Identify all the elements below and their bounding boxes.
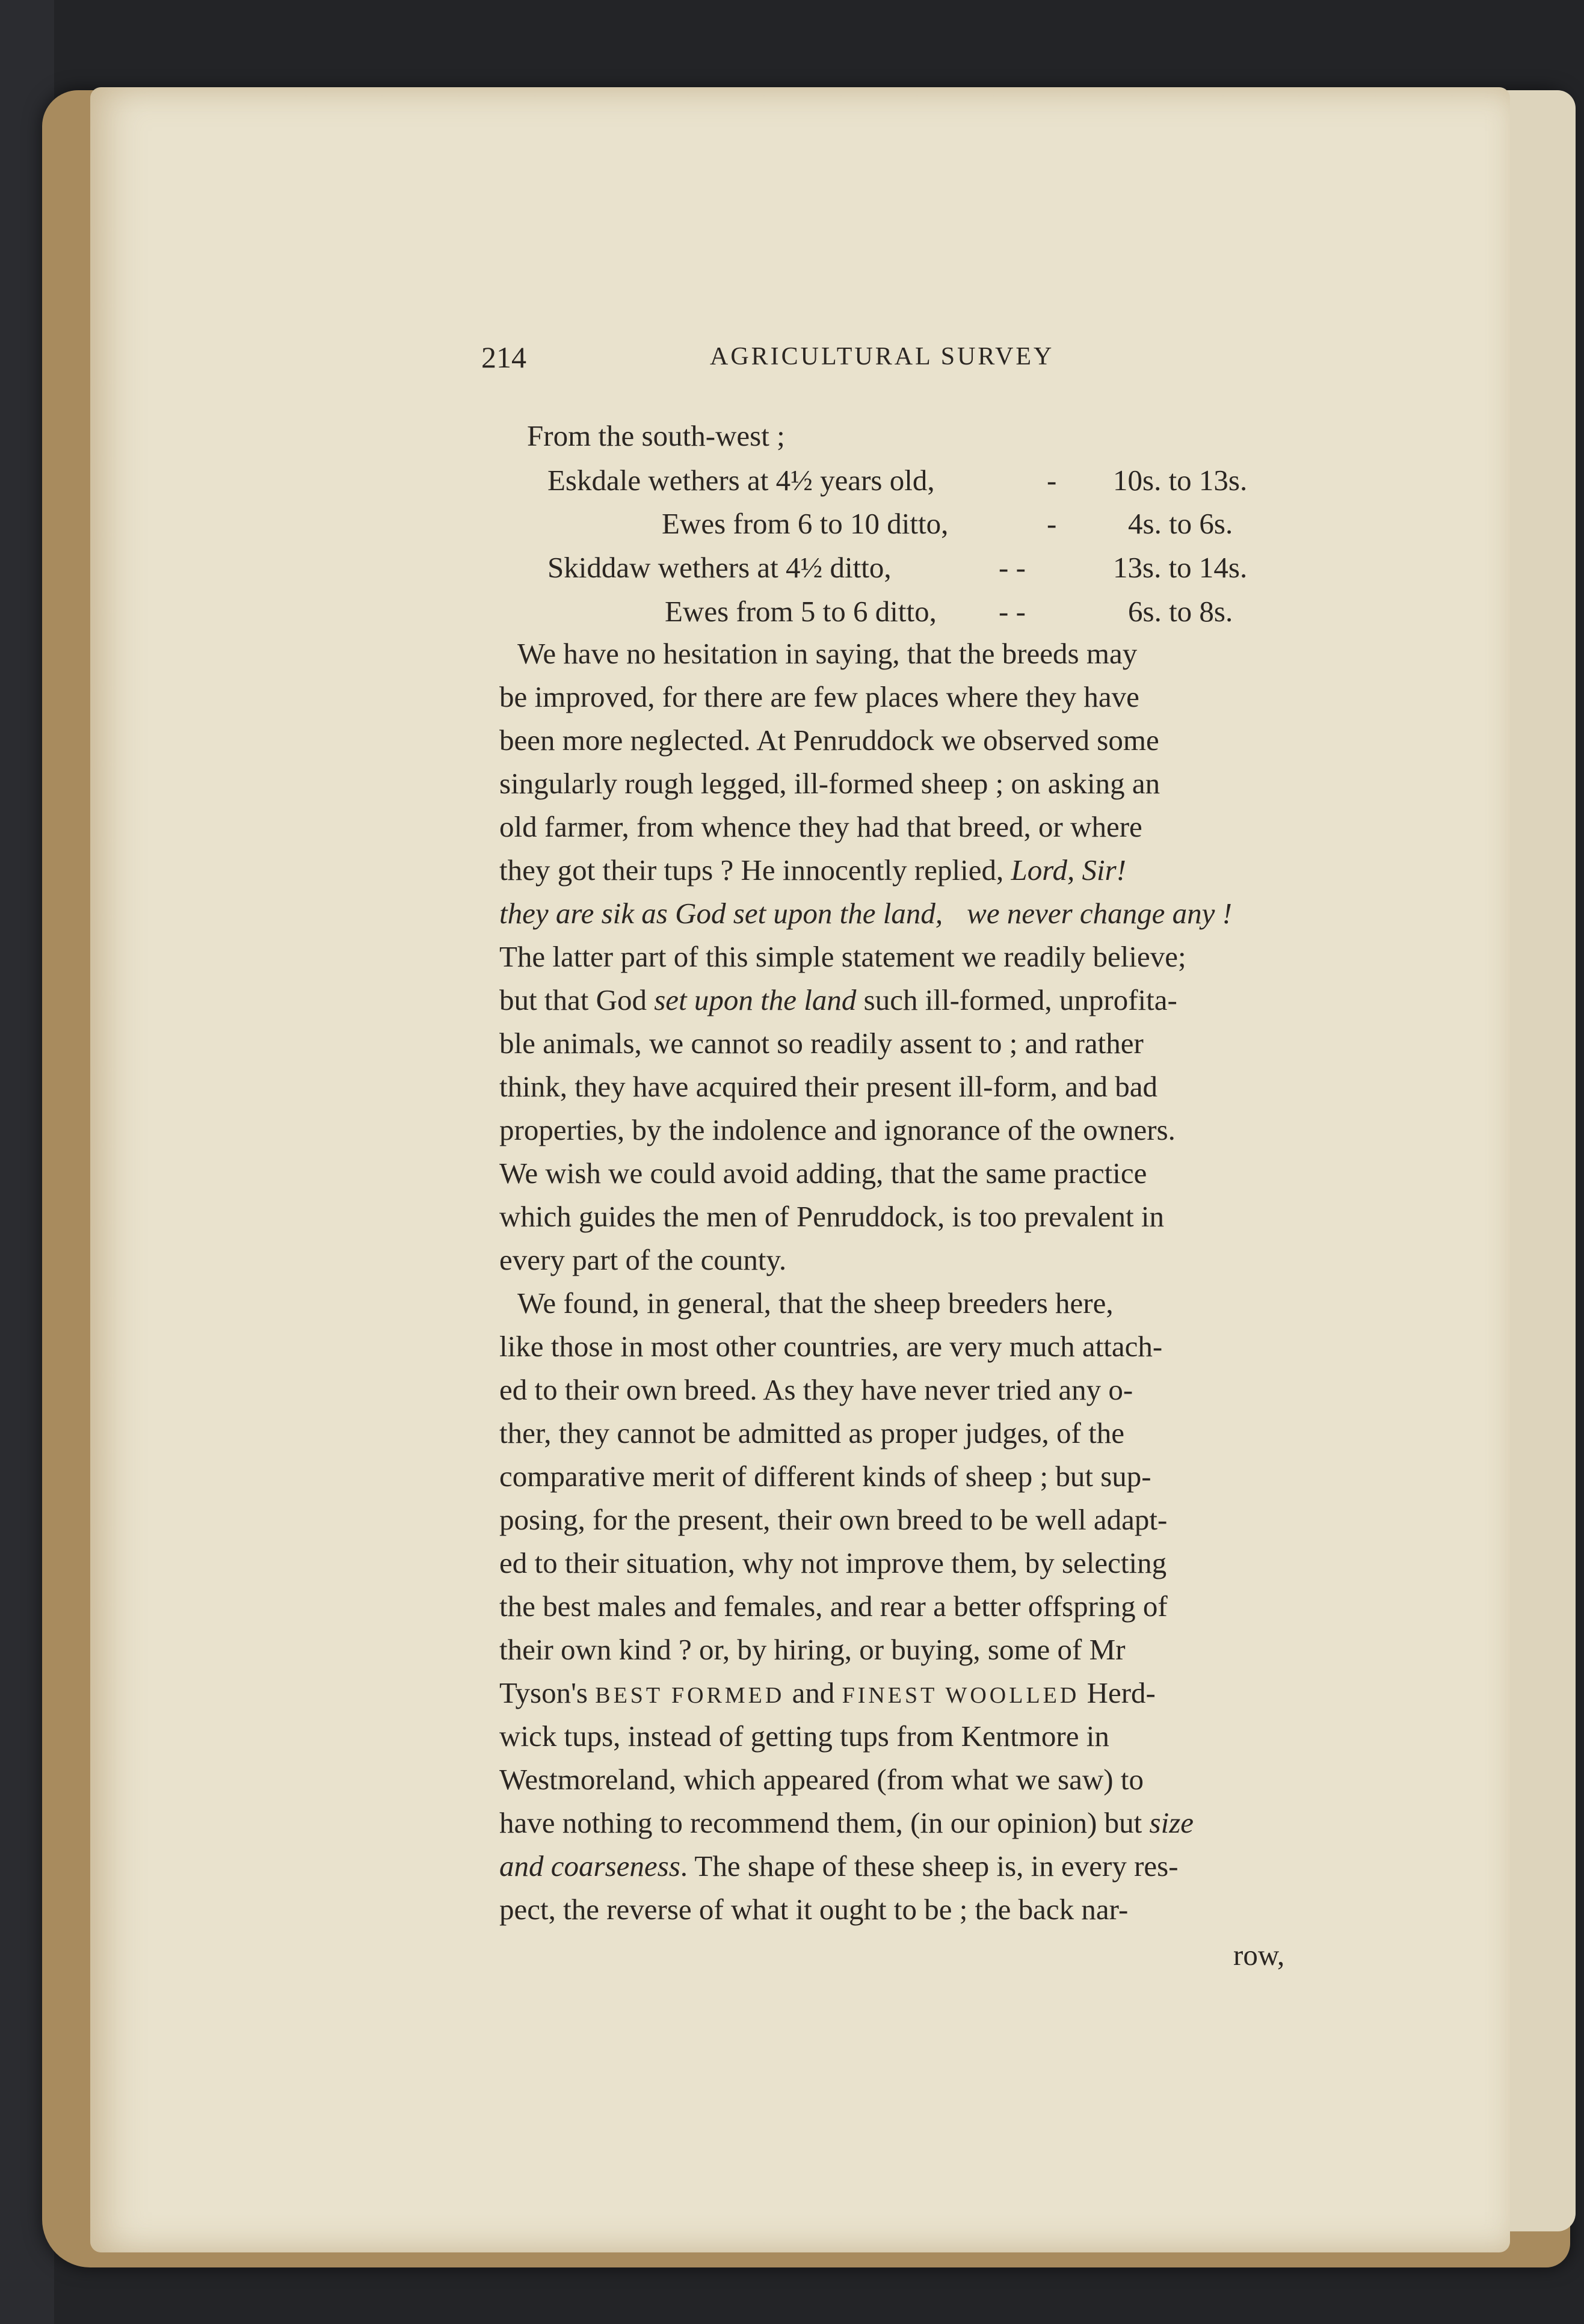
price-label: Skiddaw wethers at 4½ ditto, — [547, 551, 892, 584]
price-dash: - — [1047, 464, 1057, 497]
price-value: 13s. to 14s. — [1113, 551, 1248, 584]
text-run: but that God — [499, 983, 655, 1016]
page-header — [481, 340, 1155, 382]
body-line: be improved, for there are few places where they have — [499, 680, 1139, 713]
price-label: Ewes from 5 to 6 ditto, — [665, 595, 937, 628]
price-row — [481, 463, 1324, 499]
body-line: their own kind ? or, by hiring, or buying, some of Mr — [499, 1633, 1126, 1666]
body-line — [499, 855, 1126, 885]
body-line: ther, they cannot be admitted as proper judges, of the — [499, 1416, 1124, 1449]
body-line — [499, 1851, 1179, 1881]
price-row — [481, 550, 1324, 586]
body-line: pect, the reverse of what it ought to be ; the back nar- — [499, 1893, 1129, 1926]
page-number: 214 — [481, 340, 526, 374]
price-value: 4s. to 6s. — [1128, 507, 1233, 540]
body-line: We have no hesitation in saying, that the breeds may — [517, 637, 1138, 670]
italic-text-run: and coarseness — [499, 1849, 680, 1883]
small-caps-text-run: FINEST WOOLLED — [842, 1683, 1080, 1708]
italic-text-run: we never change any ! — [967, 897, 1232, 930]
price-dash: - — [1047, 507, 1057, 540]
body-line: properties, by the indolence and ignorance of the owners. — [499, 1113, 1176, 1146]
body-line: like those in most other countries, are very much attach- — [499, 1330, 1163, 1363]
running-head: AGRICULTURAL SURVEY — [710, 343, 1055, 370]
body-line: wick tups, instead of getting tups from Kentmore in — [499, 1720, 1109, 1753]
body-line: We wish we could avoid adding, that the same practice — [499, 1157, 1147, 1190]
italic-text-run: they are sik as God set upon the land, — [499, 897, 943, 930]
text-run: . The shape of these sheep is, in every res- — [680, 1849, 1179, 1883]
body-line: posing, for the present, their own breed to be well adapt- — [499, 1503, 1168, 1536]
body-line — [499, 1678, 1156, 1708]
price-label: Ewes from 6 to 10 ditto, — [662, 507, 949, 540]
body-line: the best males and females, and rear a better offspring of — [499, 1590, 1168, 1623]
body-line: We found, in general, that the sheep breeders here, — [517, 1286, 1114, 1320]
text-run: have nothing to recommend them, (in our opinion) but — [499, 1806, 1150, 1839]
body-line — [499, 985, 1177, 1015]
text-run: such ill-formed, unprofita- — [856, 983, 1177, 1016]
body-line: comparative merit of different kinds of sheep ; but sup- — [499, 1460, 1151, 1493]
text-run: Tyson's — [499, 1676, 596, 1709]
body-line: Westmoreland, which appeared (from what we saw) to — [499, 1763, 1144, 1796]
body-line: think, they have acquired their present ill-form, and bad — [499, 1070, 1157, 1103]
body-line: ed to their own breed. As they have never tried any o- — [499, 1373, 1133, 1406]
text-run: Herd- — [1079, 1676, 1156, 1709]
italic-text-run: size — [1149, 1806, 1194, 1839]
body-line: old farmer, from whence they had that breed, or where — [499, 810, 1142, 843]
price-dash: - - — [999, 551, 1026, 584]
body-line: ed to their situation, why not improve them, by selecting — [499, 1546, 1167, 1579]
price-row — [481, 506, 1324, 543]
body-line — [499, 1808, 1194, 1837]
body-line: every part of the county. — [499, 1243, 787, 1276]
body-line: singularly rough legged, ill-formed sheep ; on asking an — [499, 767, 1160, 800]
body-line: The latter part of this simple statement we readily believe; — [499, 940, 1186, 973]
italic-text-run: set upon the land — [654, 983, 857, 1016]
price-label: Eskdale wethers at 4½ years old, — [547, 464, 935, 497]
text-run: and — [784, 1676, 842, 1709]
price-value: 6s. to 8s. — [1128, 595, 1233, 628]
small-caps-text-run: BEST FORMED — [595, 1683, 785, 1708]
price-row — [481, 594, 1324, 630]
body-line — [499, 899, 1232, 928]
text-run: they got their tups ? He innocently replied, — [499, 853, 1011, 887]
price-value: 10s. to 13s. — [1113, 464, 1248, 497]
body-line: which guides the men of Penruddock, is too prevalent in — [499, 1200, 1164, 1233]
intro-line: From the south-west ; — [527, 419, 785, 452]
body-line: been more neglected. At Penruddock we observed some — [499, 724, 1159, 757]
price-dash: - - — [999, 595, 1026, 628]
catchword: row, — [1233, 1938, 1285, 1972]
italic-text-run: Lord, Sir! — [1011, 853, 1126, 887]
body-line: ble animals, we cannot so readily assent to ; and rather — [499, 1027, 1144, 1060]
facing-page-edge — [1501, 90, 1576, 2231]
